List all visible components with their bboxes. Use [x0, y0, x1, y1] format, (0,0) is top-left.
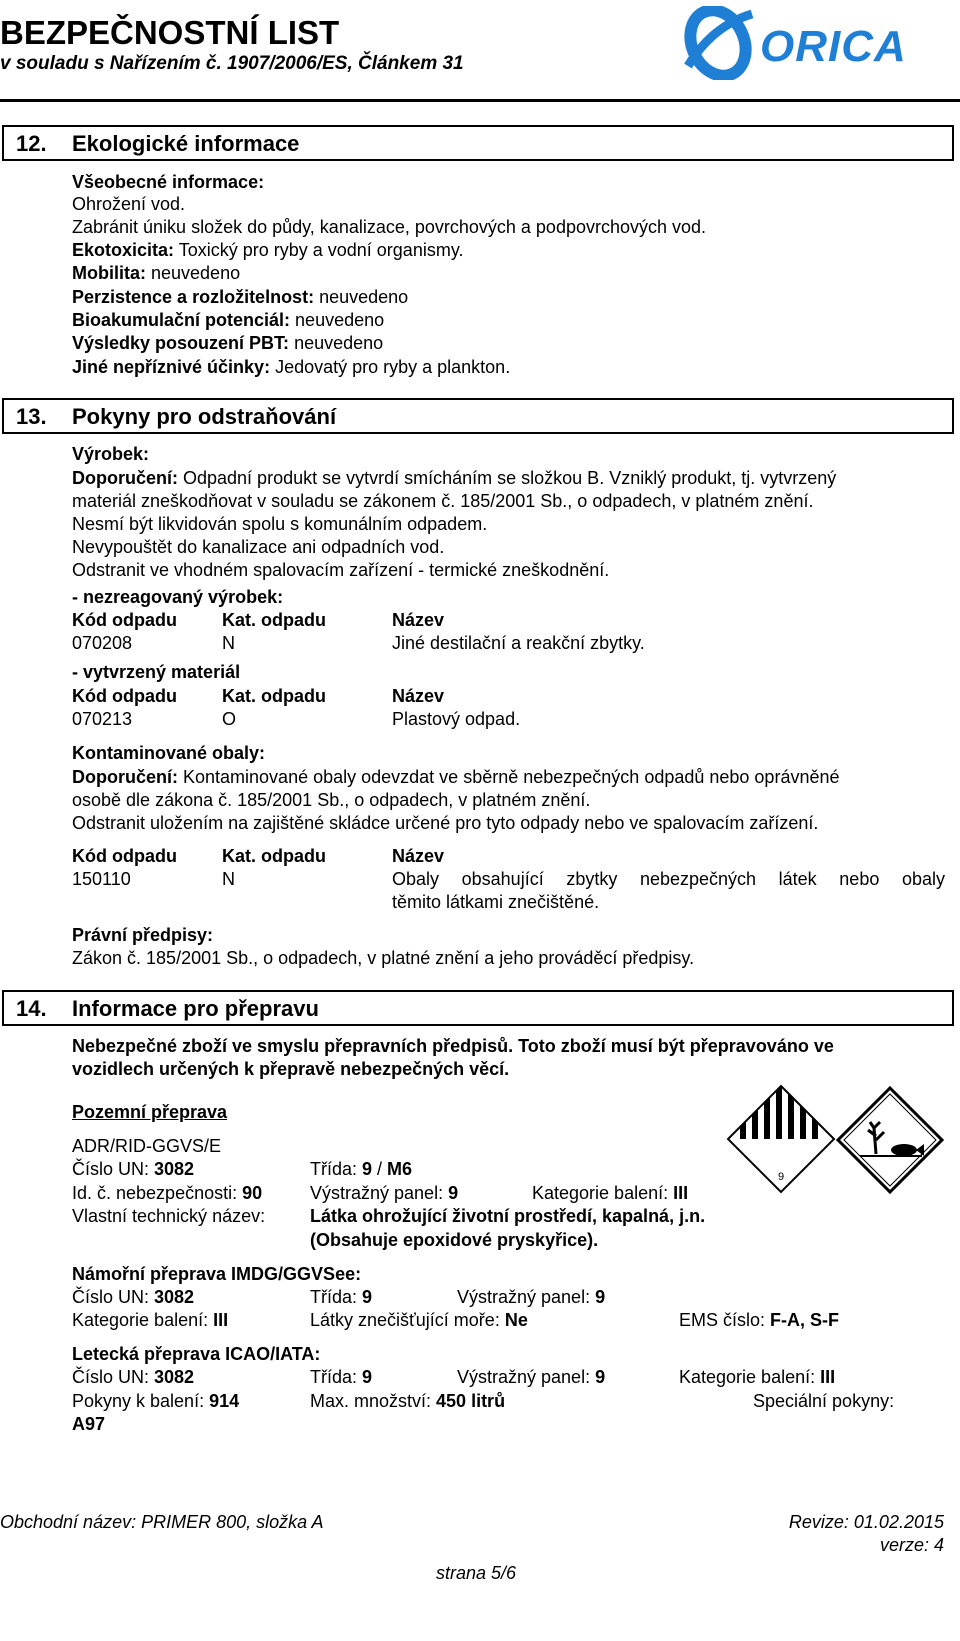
adr-label: ADR/RID-GGVS/E — [72, 1136, 222, 1156]
waste-code: 150110 — [72, 869, 131, 889]
packaging-recommendation-label: Doporučení: — [72, 767, 178, 787]
un-value: 3082 — [154, 1367, 195, 1387]
special-provisions-label: Speciální pokyny: — [753, 1391, 895, 1411]
col-waste-code: Kód odpadu — [72, 846, 177, 866]
pictogram-class-number: 9 — [777, 1171, 785, 1183]
land-warning-panel — [310, 1182, 458, 1204]
ems-value: F-A, S-F — [770, 1310, 840, 1330]
sea-packing-group — [72, 1309, 228, 1331]
general-info-label: Všeobecné informace: — [72, 172, 265, 192]
max-quantity-value: 450 litrů — [436, 1391, 506, 1411]
footer-version: verze: 4 — [879, 1535, 944, 1555]
max-quantity — [310, 1390, 505, 1412]
document-title: BEZPEČNOSTNÍ LIST — [0, 14, 340, 51]
un-label: Číslo UN: — [72, 1367, 155, 1387]
panel-label: Výstražný panel: — [457, 1367, 596, 1387]
un-value: 3082 — [154, 1159, 195, 1179]
marine-pollutant — [310, 1309, 528, 1331]
panel-label: Výstražný panel: — [310, 1183, 449, 1203]
packing-group-value: III — [213, 1310, 229, 1330]
section-12-title: Ekologické informace — [72, 131, 300, 156]
section-13-number: 13. — [16, 404, 47, 429]
persistence-label: Perzistence a rozložitelnost: — [72, 287, 315, 307]
mobility-row — [72, 262, 240, 284]
land-transport-heading: Pozemní přeprava — [72, 1102, 228, 1122]
environment-hazard-icon — [834, 1084, 946, 1196]
panel-label: Výstražný panel: — [457, 1287, 596, 1307]
footer-page-number: strana 5/6 — [436, 1563, 517, 1583]
packing-instruction — [72, 1390, 239, 1412]
recommendation-row — [72, 467, 836, 489]
air-class — [310, 1366, 372, 1388]
logo-text: ORICA — [760, 22, 907, 71]
waste-category: N — [222, 633, 235, 653]
persistence-row — [72, 286, 408, 308]
footer-trade-name: Obchodní název: PRIMER 800, složka A — [0, 1512, 324, 1532]
class-code: M6 — [387, 1159, 413, 1179]
packaging-line: osobě dle zákona č. 185/2001 Sb., o odpadech, v platném znění. — [72, 790, 591, 810]
technical-name-value: Látka ohrožující životní prostředí, kapalná, j.n. — [310, 1206, 706, 1226]
legal-regulations-text: Zákon č. 185/2001 Sb., o odpadech, v platné znění a jeho prováděcí předpisy. — [72, 948, 695, 968]
air-packing-group — [679, 1366, 835, 1388]
class-label: Třída: — [310, 1367, 363, 1387]
un-label: Číslo UN: — [72, 1287, 155, 1307]
panel-value: 9 — [595, 1287, 606, 1307]
waste-name: Obaly obsahující zbytky nebezpečných látek nebo obaly — [392, 869, 945, 889]
class-9-hazard-pictogram — [724, 1082, 838, 1196]
general-info-line: Ohrožení vod. — [72, 194, 186, 214]
ecotoxicity-value: Toxický pro ryby a vodní organismy. — [174, 240, 464, 260]
land-class — [310, 1158, 412, 1180]
environment-hazard-pictogram — [834, 1084, 946, 1196]
technical-name-label: Vlastní technický název: — [72, 1206, 266, 1226]
section-14-number: 14. — [16, 996, 47, 1021]
air-warning-panel — [457, 1366, 605, 1388]
other-effects-value: Jedovatý pro ryby a plankton. — [270, 357, 511, 377]
hazard-id-label: Id. č. nebezpečnosti: — [72, 1183, 243, 1203]
general-info-line: Zabránit úniku složek do půdy, kanalizace, povrchových a podpovrchových vod. — [72, 217, 707, 237]
packaging-recommendation-text: Kontaminované obaly odevzdat ve sběrně nebezpečných odpadů nebo oprávněné — [178, 767, 840, 787]
class-value: 9 — [362, 1159, 373, 1179]
section-12-number: 12. — [16, 131, 47, 156]
section-14-title: Informace pro přepravu — [72, 996, 319, 1021]
marine-pollutant-label: Látky znečišťující moře: — [310, 1310, 505, 1330]
other-effects-row — [72, 356, 510, 378]
recommendation-text: Odpadní produkt se vytvrdí smícháním se složkou B. Vzniklý produkt, tj. vytvrzený — [178, 468, 837, 488]
section-13-title: Pokyny pro odstraňování — [72, 404, 337, 429]
bioaccumulation-label: Bioakumulační potenciál: — [72, 310, 291, 330]
waste-name: Jiné destilační a reakční zbytky. — [392, 633, 645, 653]
packing-group-label: Kategorie balení: — [679, 1367, 821, 1387]
ems-label: EMS číslo: — [679, 1310, 771, 1330]
panel-value: 9 — [595, 1367, 606, 1387]
recommendation-line: Odstranit ve vhodném spalovacím zařízení - termické zneškodnění. — [72, 560, 610, 580]
un-value: 3082 — [154, 1287, 195, 1307]
waste-code: 070213 — [72, 709, 133, 729]
bioaccumulation-value: neuvedeno — [290, 310, 385, 330]
waste-name: Plastový odpad. — [392, 709, 521, 729]
col-waste-name: Název — [392, 686, 445, 706]
packaging-recommendation-row — [72, 766, 840, 788]
special-provisions-value: A97 — [72, 1414, 106, 1434]
col-waste-name: Název — [392, 846, 445, 866]
packing-group-value: III — [673, 1183, 689, 1203]
transport-intro: Nebezpečné zboží ve smyslu přepravních předpisů. Toto zboží musí být přepravováno ve — [72, 1036, 834, 1056]
ecotoxicity-row — [72, 239, 463, 261]
hazard-id — [72, 1182, 262, 1204]
col-waste-code: Kód odpadu — [72, 610, 177, 630]
mobility-label: Mobilita: — [72, 263, 146, 283]
cured-material-label: - vytvrzený materiál — [72, 662, 241, 682]
ems-number — [679, 1309, 839, 1331]
technical-name-value: (Obsahuje epoxidové pryskyřice). — [310, 1230, 599, 1250]
persistence-value: neuvedeno — [314, 287, 409, 307]
un-label: Číslo UN: — [72, 1159, 155, 1179]
header-rule — [0, 99, 960, 102]
waste-name-continued: těmito látkami znečištěné. — [392, 892, 600, 912]
air-un-number — [72, 1366, 194, 1388]
col-waste-code: Kód odpadu — [72, 686, 177, 706]
mobility-value: neuvedeno — [146, 263, 241, 283]
max-quantity-label: Max. množství: — [310, 1391, 437, 1411]
packing-group-label: Kategorie balení: — [532, 1183, 674, 1203]
contaminated-packaging-label: Kontaminované obaly: — [72, 743, 266, 763]
class-separator: / — [372, 1159, 388, 1179]
recommendation-label: Doporučení: — [72, 468, 178, 488]
col-waste-category: Kat. odpadu — [222, 686, 326, 706]
pbt-value: neuvedeno — [289, 333, 384, 353]
hazard-id-value: 90 — [242, 1183, 263, 1203]
pbt-row — [72, 332, 383, 354]
packaging-line: Odstranit uložením na zajištěné skládce určené pro tyto odpady nebo ve spalovacím zařízení. — [72, 813, 819, 833]
document-subtitle: v souladu s Nařízením č. 1907/2006/ES, Článkem 31 — [0, 53, 464, 74]
recommendation-line: Nesmí být likvidován spolu s komunálním odpadem. — [72, 514, 488, 534]
packing-instruction-label: Pokyny k balení: — [72, 1391, 210, 1411]
sea-warning-panel — [457, 1286, 605, 1308]
transport-intro: vozidlech určených k přepravě nebezpečných věcí. — [72, 1059, 510, 1079]
sea-transport-heading: Námořní přeprava IMDG/GGVSee: — [72, 1264, 362, 1284]
class-value: 9 — [362, 1367, 373, 1387]
footer-revision: Revize: 01.02.2015 — [788, 1512, 944, 1532]
land-packing-group — [532, 1182, 688, 1204]
packing-instruction-value: 914 — [209, 1391, 240, 1411]
class-label: Třída: — [310, 1159, 363, 1179]
recommendation-line: materiál zneškodňovat v souladu se zákonem č. 185/2001 Sb., o odpadech, v platném znění. — [72, 491, 814, 511]
pbt-label: Výsledky posouzení PBT: — [72, 333, 290, 353]
class-value: 9 — [362, 1287, 373, 1307]
air-transport-heading: Letecká přeprava ICAO/IATA: — [72, 1344, 321, 1364]
waste-category: O — [222, 709, 237, 729]
col-waste-category: Kat. odpadu — [222, 846, 326, 866]
class-label: Třída: — [310, 1287, 363, 1307]
unreacted-product-label: - nezreagovaný výrobek: — [72, 587, 284, 607]
packing-group-label: Kategorie balení: — [72, 1310, 214, 1330]
sea-class — [310, 1286, 372, 1308]
other-effects-label: Jiné nepříznivé účinky: — [72, 357, 271, 377]
class-9-diamond-icon — [724, 1082, 838, 1196]
panel-value: 9 — [448, 1183, 459, 1203]
waste-code: 070208 — [72, 633, 133, 653]
product-label: Výrobek: — [72, 444, 150, 464]
orica-logo — [682, 6, 914, 80]
waste-category: N — [222, 869, 235, 889]
land-un-number — [72, 1158, 194, 1180]
recommendation-line: Nevypouštět do kanalizace ani odpadních vod. — [72, 537, 445, 557]
packing-group-value: III — [820, 1367, 836, 1387]
legal-regulations-label: Právní předpisy: — [72, 925, 214, 945]
ecotoxicity-label: Ekotoxicita: — [72, 240, 175, 260]
col-waste-category: Kat. odpadu — [222, 610, 326, 630]
marine-pollutant-value: Ne — [504, 1310, 528, 1330]
col-waste-name: Název — [392, 610, 445, 630]
sea-un-number — [72, 1286, 194, 1308]
bioaccumulation-row — [72, 309, 384, 331]
